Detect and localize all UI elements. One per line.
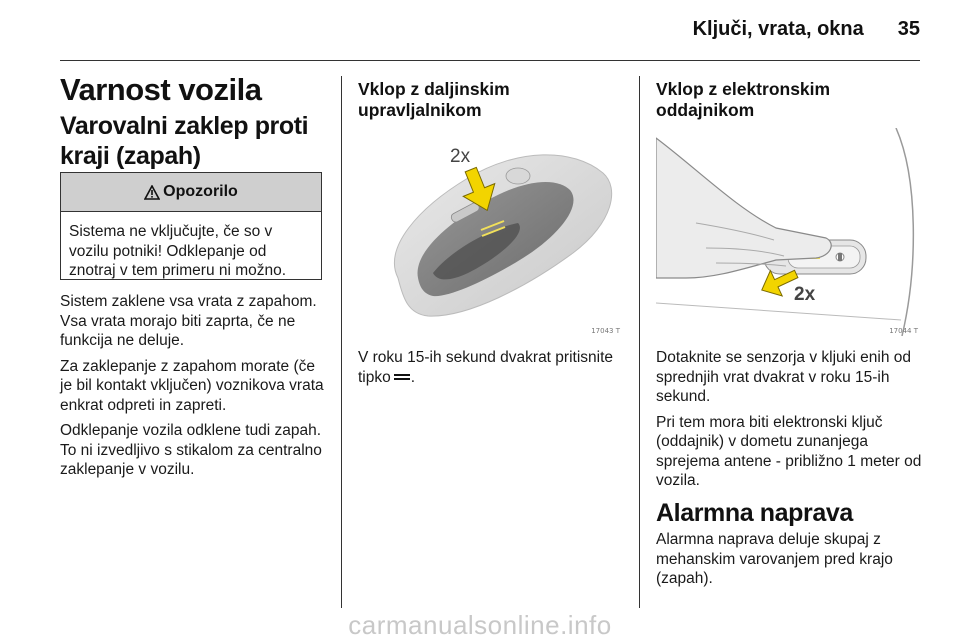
- figure-code: 17044 T: [889, 327, 918, 335]
- door-handle-illustration: [656, 128, 920, 336]
- column-divider-2: [639, 76, 640, 608]
- warning-box: [60, 172, 322, 280]
- page-number: 35: [897, 18, 920, 40]
- double-bar-lock-icon: [394, 373, 410, 381]
- remote-activation-title: Vklop z daljinskim upravljalnikom: [358, 79, 510, 120]
- alarm-text: Alarmna naprava deluje skupaj z mehanskim varovanjem pred krajo (zapah).: [656, 531, 893, 587]
- warning-heading: Opozorilo: [163, 183, 238, 200]
- transmitter-activation-title: Vklop z elektronskim oddajnikom: [656, 79, 831, 120]
- alarm-title: Alarmna naprava: [656, 499, 853, 527]
- paragraph: Sistem zaklene vsa vrata z zapahom. Vsa vrata morajo biti zaprta, če ne funkcija ne deluje.: [60, 293, 317, 349]
- chapter-title: Ključi, vrata, okna: [692, 18, 864, 40]
- warning-text: Sistema ne vključujte, če so v vozilu potniki! Odklepanje od znotraj v tem primeru ni možno.: [69, 223, 287, 279]
- remote-instruction: [358, 348, 630, 387]
- warning-triangle-icon: [144, 185, 160, 200]
- warning-header: [61, 173, 321, 212]
- right-body: [656, 348, 928, 497]
- key-fob-illustration: [358, 128, 622, 336]
- paragraph: Za zaklepanje z zapahom morate (če je bil kontakt vključen) voznikova vrata enkrat odpreti in zapreti.: [60, 357, 324, 414]
- watermark: carmanualsonline.info: [348, 610, 612, 640]
- door-handle-figure: [656, 128, 920, 336]
- left-body: [60, 292, 328, 486]
- key-fob-figure: [358, 128, 622, 336]
- press-count-label: 2x: [450, 146, 471, 167]
- paragraph: Dotaknite se senzorja v kljuki enih od sprednjih vrat dvakrat v roku 15-ih sekund.: [656, 349, 912, 405]
- running-header: [640, 18, 920, 41]
- figure-code: 17043 T: [591, 327, 620, 335]
- column-divider-1: [341, 76, 342, 608]
- touch-count-label: 2x: [794, 284, 816, 305]
- subsection-title: Varovalni zaklep proti kraji (zapah): [60, 112, 309, 170]
- paragraph: Pri tem mora biti elektronski ključ (oddajnik) v dometu zunanjega sprejema antene - približno 1 meter od vozila.: [656, 413, 922, 489]
- remote-instruction-end: .: [410, 368, 416, 386]
- header-rule: [60, 60, 920, 61]
- paragraph: Odklepanje vozila odklene tudi zapah. To ni izvedljivo s stikalom za centralno zaklepanje v vozilu.: [60, 422, 322, 478]
- remote-instruction-text: V roku 15-ih sekund dvakrat pritisnite tipko: [358, 349, 614, 386]
- section-title: Varnost vozila: [60, 72, 262, 107]
